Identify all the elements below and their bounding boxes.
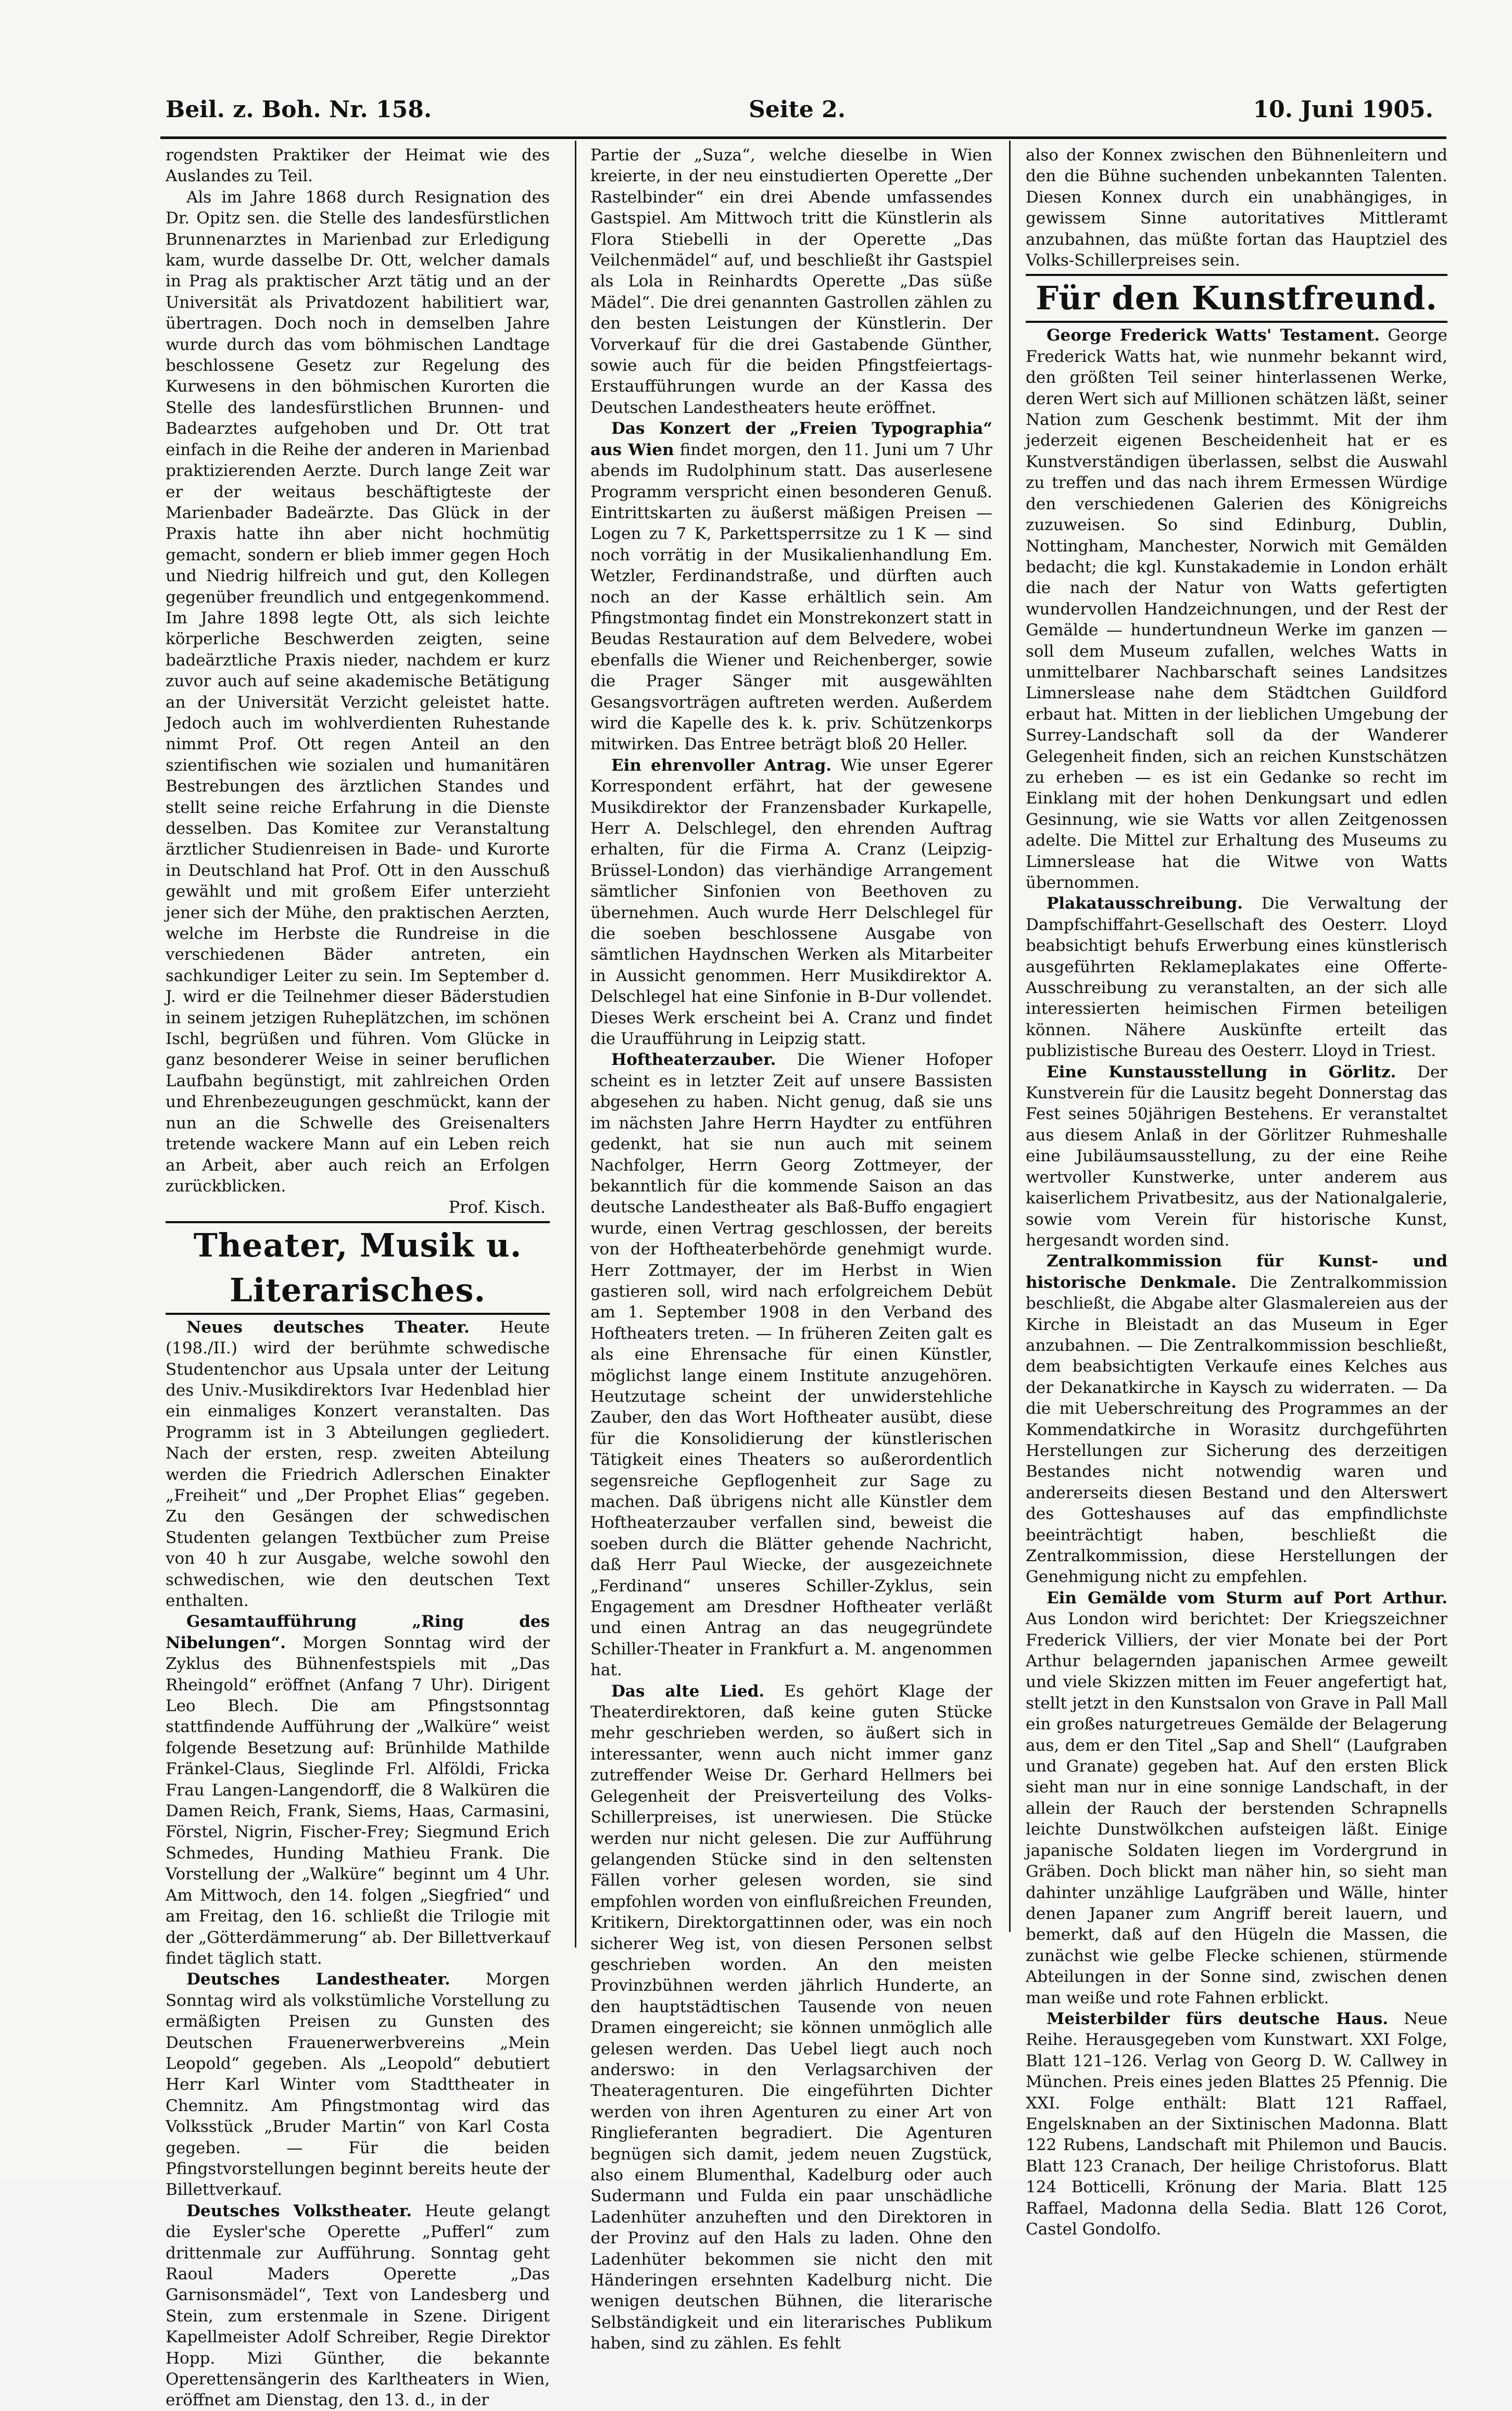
article-title: Ein Gemälde vom Sturm auf Port Arthur. [1047,1588,1447,1608]
column-divider [1009,141,1011,1932]
article [590,1049,992,1680]
article-text: Der Kunstverein für die Lausitz begeht Donnerstag das Fest seines 50jährigen Bestehens. Er veranstaltet aus diesem Anlaß in der Görlitzer Ruhmeshalle eine Jubiläumsausstellung, zu der eine Reihe wertvoller Kunstwerke, unter anderem aus kaiserlichem Privatbesitz, aus der Nationalgalerie, sowie vom Verein für historische Kunst, hergesandt worden sind. [1026,1062,1447,1250]
article-text: Es gehört Klage der Theaterdirektoren, daß keine guten Stücke mehr geschrieben werden, so äußert sich in interessanter, wenn auch nicht immer ganz zutreffender Weise Dr. Gerhard Hellmers bei Gelegenheit der Preisverteilung des Volks-Schillerpreises, ist unerwiesen. Die Stücke werden nur nicht gelesen. Die zur Aufführung gelangenden Stücke sind in den seltensten Fällen vorher gelesen worden, sie sind empfohlen worden von einflußreichen Freunden, Kritikern, Direktorgattinnen oder, was ein noch sicherer Weg ist, von diesen Personen selbst geschrieben worden. An den meisten Provinzbühnen werden jährlich Hunderte, an den hauptstädtischen Tausende von neuen Dramen eingereicht; sie können unmöglich alle gelesen werden. Das Uebel liegt auch noch anderswo: in den Verlagsarchiven der Theateragenturen. Die eingeführten Dichter werden von ihren Agenturen zu einer Art von Ringlieferanten begradiert. Die Agenturen begnügen sich damit, jedem neuen Zugstück, also einem Blumenthal, Kadelburg oder auch Sudermann und Fulda ein paar unschädliche Ladenhüter anzuheften und den Direktoren in der Provinz auf den Hals zu laden. Ohne den Ladenhüter bekommen sie nicht den mit Händeringen ersehnten Kadelburg nicht. Die wenigen deutschen Bühnen, die literarische Selbständigkeit und ein literarisches Publikum haben, sind zu zählen. Es fehlt [590,1681,992,2353]
column-1 [166,145,550,2410]
article [590,755,992,1050]
article [1026,893,1447,1061]
article [1026,1588,1447,2008]
article-title: Deutsches Landestheater. [186,1970,450,1989]
article-text: Die Zentralkommission beschließt, die Abgabe alter Glasmalereien aus der Kirche in Bleistadt an das Museum in Eger anzubahnen. — Die Zentralkommission beschließt, dem beabsichtigten Verkaufe eines Kelches aus der Dekanatkirche in Kaysch zu widerraten. — Da die mit Ueberschreitung des Programmes an der Kommendatkirche in Worasitz durchgeführten Herstellungen zur Sicherung des derzeitigen Bestandes nicht notwendig waren und andererseits diesen Bestand und den Alterswert des Gotteshauses auf das empfindlichste beeinträchtigt haben, beschließt die Zentralkommission, diese Herstellungen der Genehmigung nicht zu empfehlen. [1026,1273,1447,1587]
article [590,1681,992,2354]
article [1026,325,1447,893]
article-title: Das alte Lied. [611,1681,765,1701]
article [166,1317,550,1612]
article-text: Die Verwaltung der Dampfschiffahrt-Gesellschaft des Oesterr. Lloyd beabsichtigt behufs Erwerbung eines künstlerisch ausgeführten Reklameplakates eine Offerte-Ausschreibung zu veranstalten, an der sich alle interessierten heimischen Firmen beteiligen können. Nähere Auskünfte erteilt das publizistische Bureau des Oesterr. Lloyd in Triest. [1026,894,1448,1061]
paragraph: Partie der „Suza“, welche dieselbe in Wien kreierte, in der neu einstudierten Operette „Der Rastelbinder“ ein drei Abende umfassendes Gastspiel. Am Mittwoch tritt die Künstlerin als Flora Stiebelli in der Operette „Das Veilchenmädel“ auf, und beschließt ihr Gastspiel als Lola in Reinhardts Operette „Das süße Mädel“. Die drei genannten Gastrollen zählen zu den besten Leistungen der Künstlerin. Der Vorverkauf für die drei Gastabende Günther, sowie auch für die beiden Pfingstfeiertags-Erstaufführungen wurde an der Kassa des Deutschen Landestheaters heute eröffnet. [590,146,992,417]
paragraph: also der Konnex zwischen den Bühnenleitern und den die Bühne suchenden unbekannten Talenten. Diesen Konnex durch ein unabhängiges, in gewissem Sinne autoritatives Mittleramt anzubahnen, das müßte fortan das Hauptziel des Volks-Schillerpreises sein. [1026,146,1447,270]
article [1026,1062,1447,1251]
article-text: George Frederick Watts hat, wie nunmehr bekannt wird, den größten Teil seiner hinterlassenen Werke, deren Wert sich auf Millionen schätzen läßt, seiner Nation zum Geschenk bestimmt. Mit der ihm jederzeit eigenen Bescheidenheit hat er es Kunstverständigen überlassen, selbst die Auswahl zu treffen und das nach ihrem Ermessen Würdige den verschiedenen Galerien des Königreichs zuzuweisen. So sind Edinburg, Dublin, Nottingham, Manchester, Norwich mit Gemälden bedacht; die kgl. Kunstakademie in London erhält die nach der Natur von Watts gefertigten wundervollen Handzeichnungen, und der Rest der Gemälde — hundertundneun Werke im ganzen — soll dem Museum zufallen, welches Watts in unmittelbarer Nachbarschaft seines Landsitzes Limnerslease nahe dem Städtchen Guildford erbaut hat. Mitten in der lieblichen Umgebung der Surrey-Landschaft soll da der Wanderer Gelegenheit finden, sich an reichen Kunstschätzen zu erheben — es ist ein Gedanke so recht im Einklang mit der hohen Denkungsart und edlen Gesinnung, wie sie Watts vor allen Zeitgenossen adelte. Die Mittel zur Erhaltung des Museums zu Limnerslease hat die Witwe von Watts übernommen. [1026,326,1448,892]
article [1026,2008,1447,2240]
article-title: Eine Kunstausstellung in Görlitz. [1047,1062,1396,1082]
signature: Prof. Kisch. [448,1197,546,1217]
issue-date: 10. Juni 1905. [1253,96,1433,123]
article-title: Meisterbilder fürs deutsche Haus. [1047,2009,1389,2028]
paragraph: Als im Jahre 1868 durch Resignation des Dr. Opitz sen. die Stelle des landesfürstlichen Brunnenarztes in Marienbad zur Erledigung kam, wurde dasselbe Dr. Ott, welcher damals in Prag als praktischer Arzt tätig und an der Universität als Privatdozent habilitiert war, übertragen. Doch noch in demselben Jahre wurde durch das vom böhmischen Landtage beschlossene Gesetz zur Regelung des Kurwesens in den böhmischen Kurorten die Stelle des landesfürstlichen Brunnen- und Badearztes aufgehoben und Dr. Ott trat einfach in die Reihe der anderen in Marienbad praktizierenden Aerzte. Durch lange Zeit war er der weitaus beschäftigteste der Marienbader Badeärzte. Das Glück in der Praxis hatte ihn aber nicht hochmütig gemacht, sondern er blieb immer gegen Hoch und Niedrig hilfreich und gut, den Kollegen gegenüber freundlich und entgegenkommend. Im Jahre 1898 legte Ott, als sich leichte körperliche Beschwerden zeigten, seine badeärztliche Praxis nieder, nachdem er kurz zuvor auch auf seine akademische Betätigung an der Universität Verzicht geleistet hatte. Jedoch auch im wohlverdienten Ruhestande nimmt Prof. Ott regen Anteil an den szientifischen wie sozialen und humanitären Bestrebungen des ärztlichen Standes und stellt seine reiche Erfahrung in die Dienste desselben. Das Komitee zur Veranstaltung ärztlicher Studienreisen in Bade- und Kurorte in Deutschland hat Prof. Ott in den Ausschuß gewählt und mit großem Eifer unterzieht jener sich der Mühe, den praktischen Aerzten, welche im Herbste die Rundreise in die verschiedenen Bäder antreten, ein sachkundiger Leiter zu sein. Im September d. J. wird er die Teilnehmer dieser Bäderstudien in seinem jetzigen Ruheplätzchen, im schönen Ischl, begrüßen und führen. Vom Glücke in ganz besonderer Weise in seiner beruflichen Laufbahn begünstigt, mit zahlreichen Orden und Ehrenbezeugungen geschmückt, kann der nun an die Schwelle des Greisenalters tretende wackere Mann auf ein Leben reich an Arbeit, aber auch reich an Erfolgen zurückblicken. [166,187,550,1196]
column-divider [575,141,576,1948]
article-text: Heute (198./II.) wird der berühmte schwedische Studentenchor aus Upsala unter der Leitung des Univ.-Musikdirektors Ivar Hedenblad hier ein einmaliges Konzert veranstalten. Das Programm ist in 3 Abteilungen gegliedert. Nach der ersten, resp. zweiten Abteilung werden die Friedrich Adlerschen Einakter „Freiheit“ und „Der Prophet Elias“ gegeben. Zu den Gesängen der schwedischen Studenten gelangen Textbücher zum Preise von 40 h zur Ausgabe, welche sowohl den schwedischen, wie den deutschen Text enthalten. [166,1317,550,1610]
page-number: Seite 2. [749,96,846,123]
article-title: Zentralkommission für Kunst- und historische Denkmale. [1026,1252,1447,1292]
article-text: Morgen Sonntag wird als volkstümliche Vorstellung zu ermäßigten Preisen zu Gunsten des Deutschen Frauenerwerbvereins „Mein Leopold“ gegeben. Als „Leopold“ debutiert Herr Karl Winter vom Stadttheater in Chemnitz. Am Pfingstmontag wird das Volksstück „Bruder Martin“ von Karl Costa gegeben. — Für die beiden Pfingstvorstellungen beginnt bereits heute der Billettverkauf. [166,1970,550,2200]
article-title: Plakatausschreibung. [1047,894,1243,913]
article-title: Das Konzert der „Freien Typographia“ aus Wien [590,419,992,459]
article [1026,1251,1447,1588]
article [166,1611,550,1969]
article [166,1969,550,2200]
article [590,418,992,755]
article-title: Ein ehrenvoller Antrag. [611,756,832,775]
paragraph: rogendsten Praktiker der Heimat wie des Auslandes zu Teil. [166,146,550,186]
article-title: Deutsches Volkstheater. [186,2201,412,2220]
article [166,2201,550,2411]
article-text: Die Wiener Hofoper scheint es in letzter Zeit auf unsere Bassisten abgesehen zu haben. Nicht genug, daß sie uns im nächsten Jahre Herrn Haydter zu entführen gedenkt, hat sie nun auch mit seinem Nachfolger, Herrn Georg Zottmeyer, der bekanntlich für die kommende Saison an das deutsche Landestheater als Baß-Buffo engagiert wurde, einen Vertrag geschlossen, der bereits von der Hoftheaterbehörde genehmigt wurde. Herr Zottmayer, der im Herbst in Wien gastieren soll, wird nach erfolgreichem Debüt am 1. September 1908 in den Verband des Hoftheaters treten. — In früheren Zeiten galt es als eine Ehrensache für einen Künstler, möglichst lange einem Institute anzugehören. Heutzutage scheint der unwiderstehliche Zauber, den das Wort Hoftheater ausübt, diese für die Konsolidierung der künstlerischen Tätigkeit eines Theaters so außerordentlich segensreiche Gepflogenheit zur Sage zu machen. Daß übrigens nicht alle Künstler dem Hoftheaterzauber verfallen sind, beweist die soeben durch die Blätter gehende Nachricht, daß Herr Paul Wiecke, der ausgezeichnete „Ferdinand“ unseres Schiller-Zyklus, sein Engagement am Dresdner Hoftheater verläßt und einen Antrag an das neugegründete Schiller-Theater in Frankfurt a. M. angenommen hat. [590,1050,992,1680]
page-header [160,96,1433,133]
article-text: findet morgen, den 11. Juni um 7 Uhr abends im Rudolphinum statt. Das auserlesene Programm verspricht einen besonderen Genuß. Eintrittskarten zu äußerst mäßigen Preisen — Logen zu 7 K, Parkettsperrsitze zu 1 K — sind noch vorrätig in der Musikalienhandlung Em. Wetzler, Ferdinandstraße, und dürften auch noch an der Kasse erhältlich sein. Am Pfingstmontag findet ein Monstrekonzert statt in Beudas Restauration auf dem Belvedere, wobei ebenfalls die Wiener und Reichenberger, sowie die Prager Sänger mit ausgewählten Gesangsvorträgen auftreten werden. Außerdem wird die Kapelle des k. k. priv. Schützenkorps mitwirken. Das Entree beträgt bloß 20 Heller. [590,440,992,754]
article-text: Neue Reihe. Herausgegeben vom Kunstwart. XXI Folge, Blatt 121–126. Verlag von Georg D. W. Callwey in München. Preis eines jeden Blattes 25 Pfennig. Die XXI. Folge enthält: Blatt 121 Raffael, Engelsknaben an der Sixtinischen Madonna. Blatt 122 Rubens, Landschaft mit Philemon und Baucis. Blatt 123 Cranach, Der heilige Christoforus. Blatt 124 Botticelli, Krönung der Maria. Blatt 125 Raffael, Madonna della Sedia. Blatt 126 Corot, Castel Gondolfo. [1026,2009,1447,2239]
section-title: Für den Kunstfreund. [1026,274,1447,323]
article-title: Gesamtaufführung „Ring des Nibelungen“. [166,1612,550,1652]
article-title: Hoftheaterzauber. [611,1050,776,1070]
header-rule [160,136,1446,139]
article-text: Morgen Sonntag wird der Zyklus des Bühnenfestspiels mit „Das Rheingold“ eröffnet (Anfang 7 Uhr). Dirigent Leo Blech. Die am Pfingstsonntag stattfindende Aufführung der „Walküre“ weist folgende Besetzung auf: Brünhilde Mathilde Fränkel-Claus, Sieglinde Frl. Alföldi, Fricka Frau Langen-Langendorff, die 8 Walküren die Damen Reich, Frank, Siems, Haas, Carmasini, Förstel, Nigrin, Fischer-Frey; Siegmund Erich Schmedes, Hunding Mathieu Frank. Die Vorstellung der „Walküre“ beginnt um 4 Uhr. Am Mittwoch, den 14. folgen „Siegfried“ und am Freitag, den 16. schließt die Trilogie mit der „Götterdämmerung“ ab. Der Billettverkauf findet täglich statt. [166,1633,550,1968]
article-text: Heute gelangt die Eysler'sche Operette „Pufferl“ zum drittenmale zur Aufführung. Sonntag geht Raoul Maders Operette „Das Garnisonsmädel“, Text von Landesberg und Stein, zum erstenmale in Szene. Dirigent Kapellmeister Adolf Schreiber, Regie Direktor Hopp. Mizi Günther, die bekannte Operettensängerin des Karltheaters in Wien, eröffnet am Dienstag, den 13. d., in der [166,2201,550,2410]
column-3 [1026,145,1448,2239]
article-title: Neues deutsches Theater. [186,1317,470,1337]
article-text: Wie unser Egerer Korrespondent erfährt, hat der gewesene Musikdirektor der Franzensbader Kurkapelle, Herr A. Delschlegel, den ehrenden Auftrag erhalten, für die Firma A. Cranz (Leipzig-Brüssel-London) das vierhändige Arrangement sämtlicher Sinfonien von Beethoven zu übernehmen. Auch wurde Herr Delschlegel für die soeben beschlossene Ausgabe von sämtlichen Haydnschen Werken als Mitarbeiter in Aussicht genommen. Herr Musikdirektor A. Delschlegel hat eine Sinfonie in B-Dur vollendet. Dieses Werk erscheint bei A. Cranz und findet die Uraufführung in Leipzig statt. [590,756,992,1049]
section-title: Theater, Musik u. Literarisches. [166,1221,550,1315]
article-text: Aus London wird berichtet: Der Kriegszeichner Frederick Villiers, der vier Monate bei der Port Arthur belagernden japanischen Armee geweilt und viele Skizzen mitten im Feuer angefertigt hat, stellt jetzt in den Kunstsalon von Grave in Pall Mall ein großes naturgetreues Gemälde der Belagerung aus, dem er den Titel „Sap and Shell“ (Laufgraben und Granate) gegeben hat. Auf den ersten Blick sieht man nur in eine sonnige Landschaft, in der allein der Rauch der berstenden Schrapnells leichte Dunstwölkchen aufsteigen läßt. Einige japanische Soldaten liegen im Vordergrund in Gräben. Doch blickt man näher hin, so sieht man dahinter unzählige Laufgräben und Wälle, hinter denen Japaner zum Angriff bereit lauern, und bemerkt, daß auf den Hügeln die Massen, die zunächst wie gelbe Flecke schienen, stürmende Abteilungen in der Sonne sind, zwischen denen man weiße und rote Fahnen erblickt. [1026,1610,1447,2007]
article-title: George Frederick Watts' Testament. [1047,326,1380,345]
issue-label: Beil. z. Boh. Nr. 158. [166,96,432,123]
column-2 [590,145,992,2353]
